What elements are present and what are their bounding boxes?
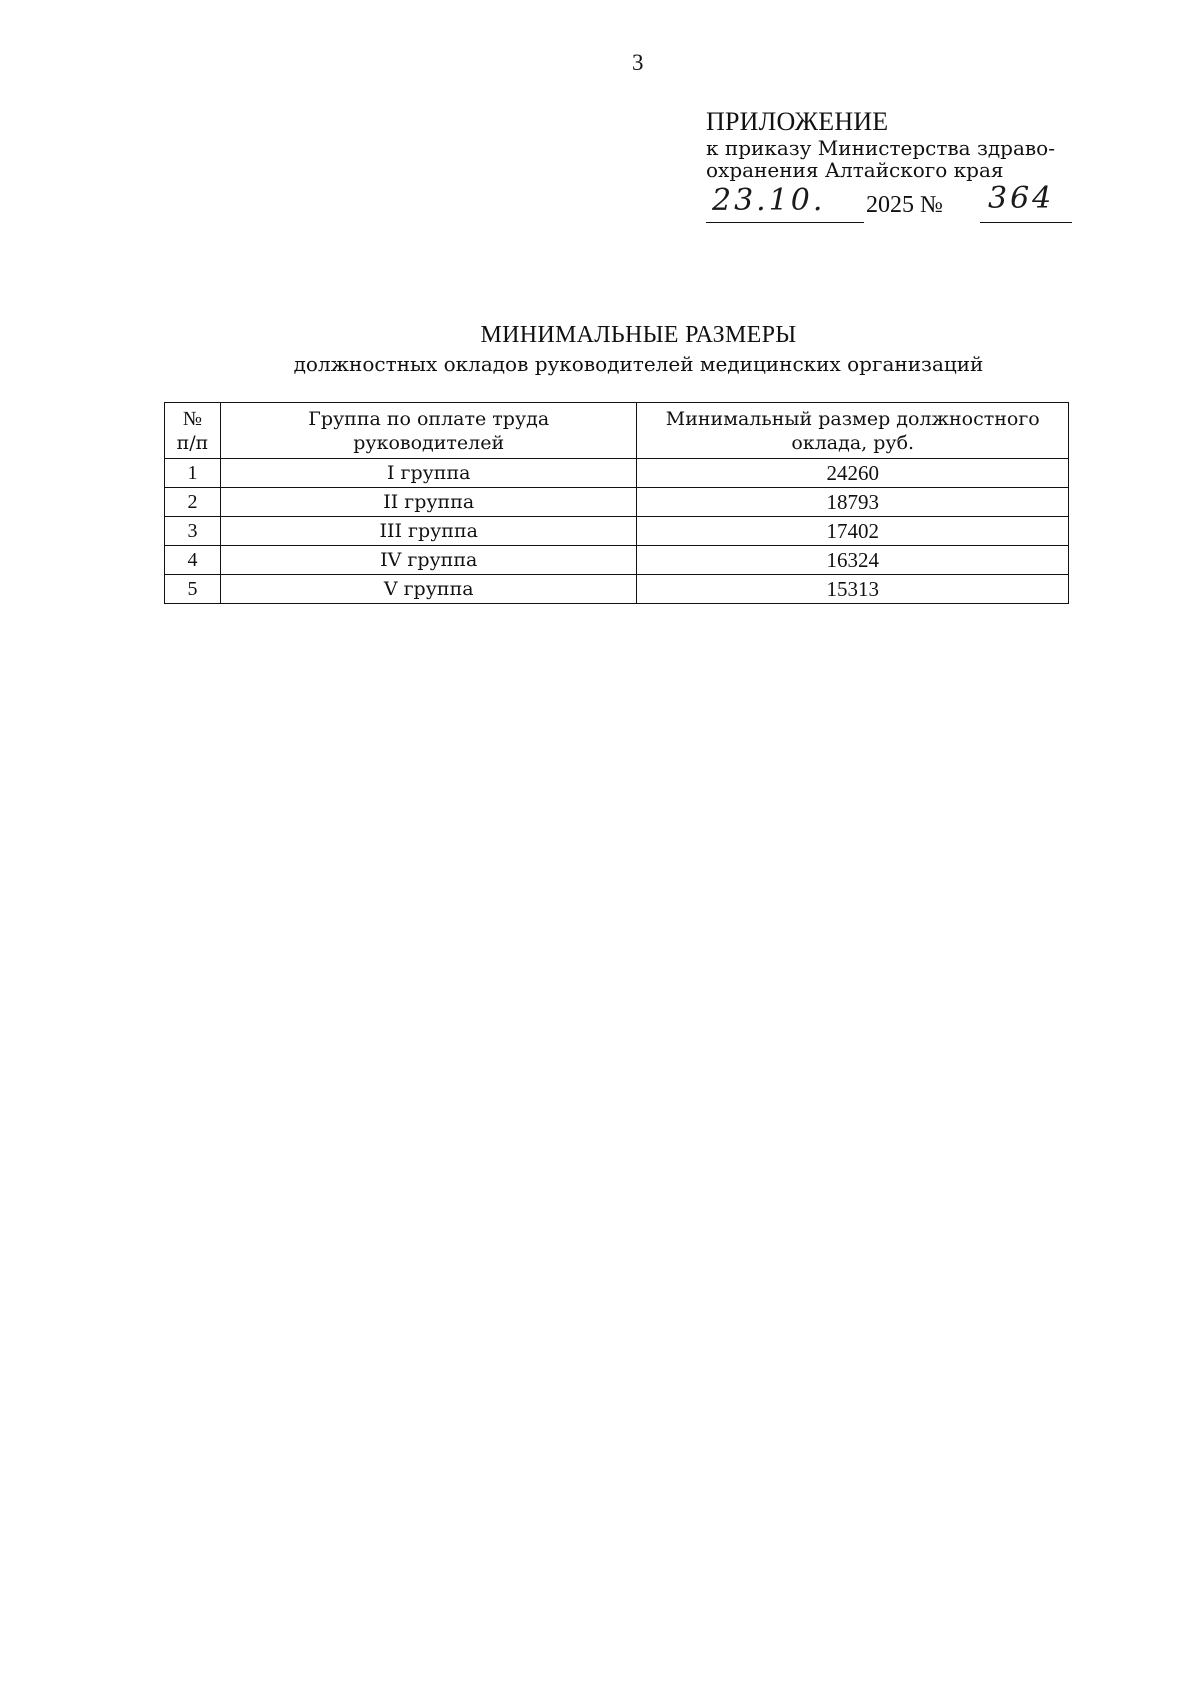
appendix-order-line-2: охранения Алтайского края <box>706 158 1004 182</box>
handwritten-order-number: 364 <box>988 181 1055 216</box>
row-salary: 17402 <box>637 517 1069 546</box>
row-number: 2 <box>165 488 221 517</box>
handwritten-date: 23.10. <box>712 183 826 218</box>
order-year-number-label: 2025 № <box>866 192 943 218</box>
page-number: 3 <box>632 50 644 75</box>
row-salary: 24260 <box>637 459 1069 488</box>
table-header-row <box>165 403 1069 459</box>
header-salary-line-2: оклада, руб. <box>791 431 915 454</box>
table-row <box>165 575 1069 604</box>
header-number-line-1: № <box>182 407 203 430</box>
header-group-line-1: Группа по оплате труда <box>308 407 550 430</box>
row-group: V группа <box>220 575 637 604</box>
table-row <box>165 459 1069 488</box>
row-number: 3 <box>165 517 221 546</box>
row-group: III группа <box>220 517 637 546</box>
row-number: 1 <box>165 459 221 488</box>
row-salary: 18793 <box>637 488 1069 517</box>
document-subtitle: должностных окладов руководителей медицинских организаций <box>293 352 984 376</box>
row-salary: 15313 <box>637 575 1069 604</box>
table-row <box>165 488 1069 517</box>
header-salary <box>637 403 1069 459</box>
row-group: II группа <box>220 488 637 517</box>
salary-table <box>164 402 1069 604</box>
document-title: МИНИМАЛЬНЫЕ РАЗМЕРЫ <box>480 322 797 348</box>
row-group: I группа <box>220 459 637 488</box>
order-date-row <box>706 181 1146 225</box>
row-number: 4 <box>165 546 221 575</box>
header-salary-line-1: Минимальный размер должностного <box>665 407 1040 430</box>
header-number-line-2: п/п <box>176 431 209 454</box>
appendix-block <box>706 107 1146 225</box>
row-group: IV группа <box>220 546 637 575</box>
appendix-order-line-1: к приказу Министерства здраво- <box>706 136 1055 160</box>
header-group <box>220 403 637 459</box>
header-group-line-2: руководителей <box>353 431 505 454</box>
table-row <box>165 546 1069 575</box>
number-underline <box>980 222 1072 223</box>
row-salary: 16324 <box>637 546 1069 575</box>
appendix-title: ПРИЛОЖЕНИЕ <box>706 107 889 136</box>
header-number <box>165 403 221 459</box>
date-underline <box>706 222 864 223</box>
table-row <box>165 517 1069 546</box>
row-number: 5 <box>165 575 221 604</box>
